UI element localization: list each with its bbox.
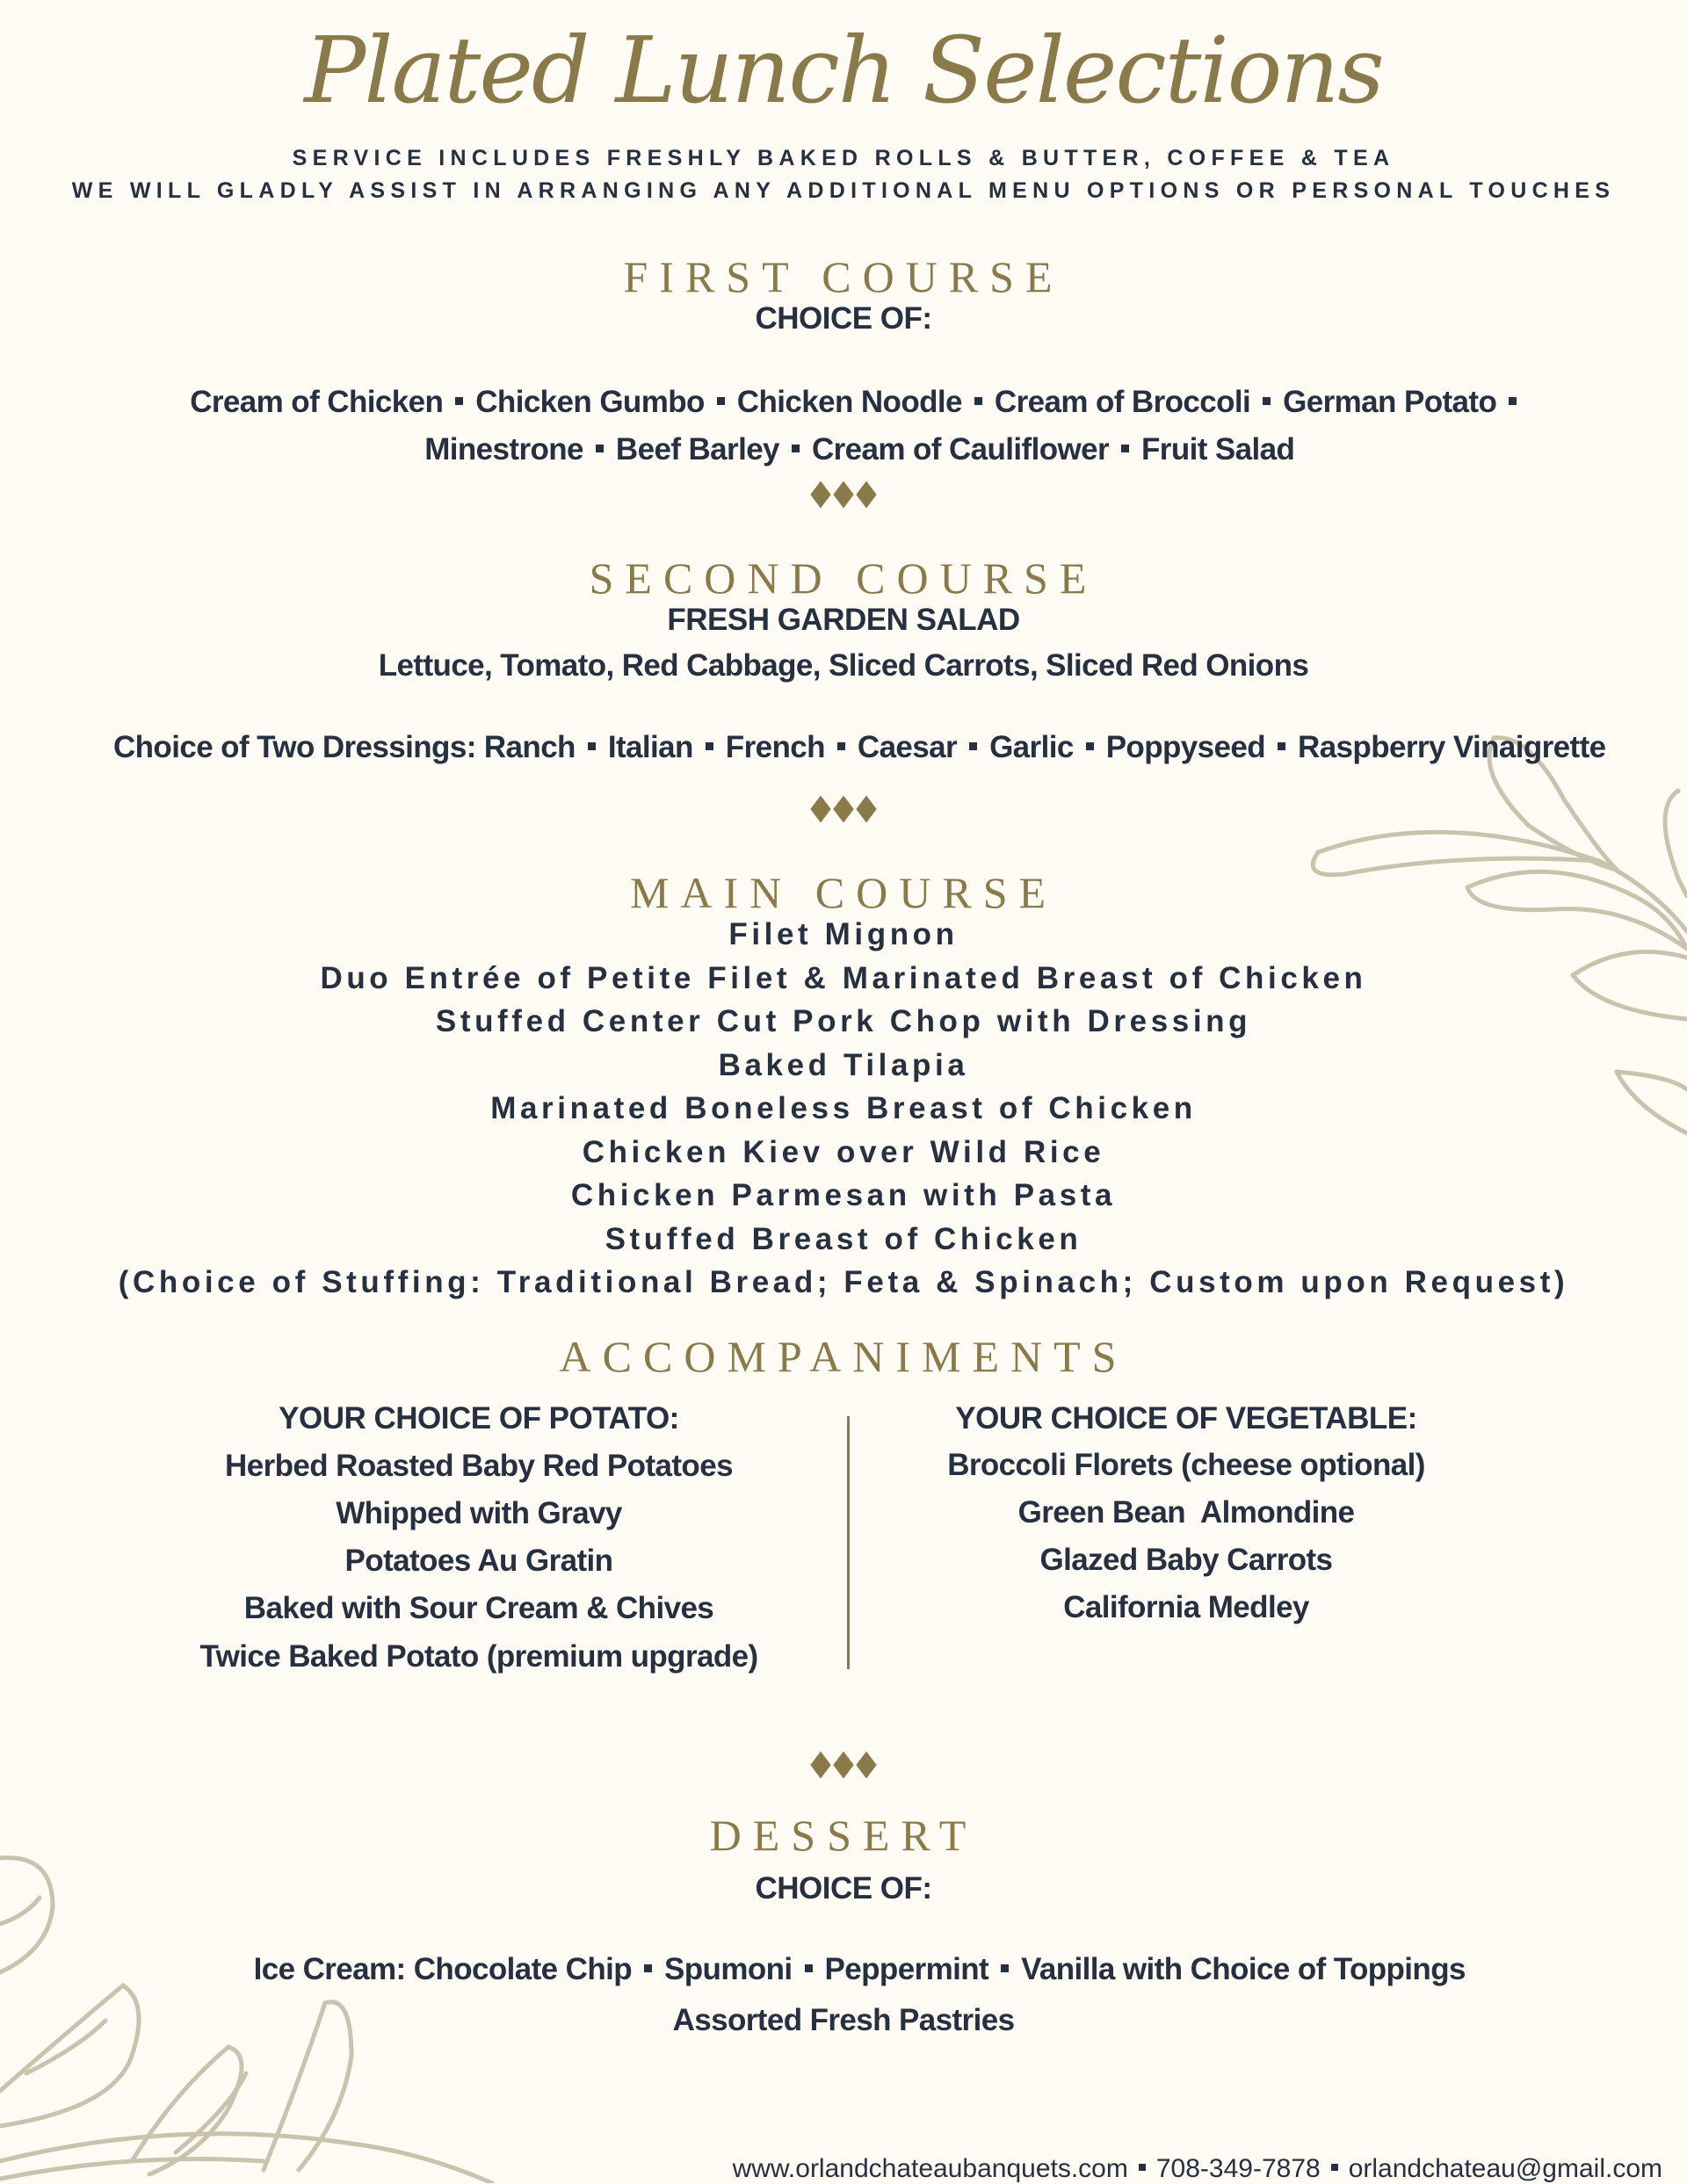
- first-course-heading: FIRST COURSE: [623, 252, 1064, 301]
- potato-item: Baked with Sour Cream & Chives: [243, 1591, 714, 1625]
- square-bullet-icon: [837, 742, 845, 750]
- menu-item: Caesar: [857, 730, 958, 764]
- stuffing-note: (Choice of Stuffing: Traditional Bread; Feta & Spinach; Custom upon Request): [118, 1265, 1569, 1299]
- diamond-icon: [833, 795, 853, 822]
- diamond-divider: [0, 1755, 1687, 1775]
- square-bullet-icon: [1121, 445, 1129, 452]
- contact-footer: [718, 2124, 1662, 2184]
- potato-item: Potatoes Au Gratin: [344, 1544, 613, 1578]
- diamond-icon: [856, 1751, 876, 1778]
- square-bullet-icon: [1001, 1964, 1009, 1972]
- diamond-icon: [810, 1751, 830, 1778]
- vegetable-label: YOUR CHOICE OF VEGETABLE:: [955, 1401, 1417, 1436]
- square-bullet-icon: [805, 1964, 813, 1972]
- menu-item: French: [725, 730, 825, 764]
- entree-item: Stuffed Breast of Chicken: [605, 1222, 1082, 1256]
- email-link[interactable]: orlandchateau@gmail.com: [1348, 2154, 1662, 2183]
- entree-item: Chicken Kiev over Wild Rice: [582, 1135, 1105, 1169]
- square-bullet-icon: [644, 1964, 652, 1972]
- entree-item: Duo Entrée of Petite Filet & Marinated Breast of Chicken: [320, 961, 1367, 995]
- website-link[interactable]: www.orlandchateaubanquets.com: [732, 2154, 1128, 2183]
- square-bullet-icon: [969, 742, 977, 750]
- square-bullet-icon: [1139, 2164, 1146, 2171]
- dessert-heading: DESSERT: [709, 1811, 978, 1860]
- menu-item: Italian: [607, 730, 693, 764]
- column-divider: [847, 1416, 850, 1669]
- menu-item: Cream of Cauliflower: [811, 432, 1110, 466]
- salad-label: FRESH GARDEN SALAD: [667, 603, 1020, 637]
- menu-item: Cream of Broccoli: [994, 385, 1251, 419]
- menu-item: Spumoni: [664, 1952, 793, 1986]
- square-bullet-icon: [1278, 742, 1285, 750]
- square-bullet-icon: [596, 445, 604, 452]
- accompaniments-heading: ACCOMPANIMENTS: [559, 1332, 1128, 1381]
- entree-item: Chicken Parmesan with Pasta: [570, 1178, 1117, 1212]
- menu-item: Raspberry Vinaigrette: [1298, 730, 1606, 764]
- ice-cream-prefix: Ice Cream:: [253, 1952, 414, 1986]
- dessert-label: CHOICE OF:: [755, 1871, 932, 1906]
- first-course-label: CHOICE OF:: [755, 301, 932, 336]
- diamond-icon: [810, 481, 830, 508]
- vegetable-item: Broccoli Florets (cheese optional): [947, 1448, 1425, 1482]
- phone-number[interactable]: 708-349-7878: [1155, 2154, 1321, 2183]
- menu-item: Peppermint: [824, 1952, 989, 1986]
- diamond-icon: [856, 481, 876, 508]
- diamond-divider: [0, 485, 1687, 504]
- menu-item: Fruit Salad: [1141, 432, 1295, 466]
- potato-item: Twice Baked Potato (premium upgrade): [199, 1639, 758, 1674]
- diamond-icon: [810, 795, 830, 822]
- assist-note: WE WILL GLADLY ASSIST IN ARRANGING ANY ADDITIONAL MENU OPTIONS OR PERSONAL TOUCHES: [71, 178, 1616, 203]
- main-course-heading: MAIN COURSE: [629, 868, 1058, 917]
- menu-item: Poppyseed: [1105, 730, 1266, 764]
- entree-item: Marinated Boneless Breast of Chicken: [490, 1091, 1197, 1125]
- page-title: Plated Lunch Selections: [304, 17, 1383, 124]
- vegetable-item: California Medley: [1063, 1590, 1309, 1624]
- second-course-heading: SECOND COURSE: [589, 553, 1098, 603]
- diamond-icon: [833, 1751, 853, 1778]
- potato-item: Whipped with Gravy: [336, 1496, 622, 1530]
- square-bullet-icon: [588, 742, 596, 750]
- menu-item: Chicken Gumbo: [475, 385, 705, 419]
- entree-item: Filet Mignon: [728, 917, 959, 951]
- vegetable-item: Glazed Baby Carrots: [1039, 1543, 1333, 1577]
- square-bullet-icon: [792, 445, 800, 452]
- diamond-icon: [856, 795, 876, 822]
- pastries-item: Assorted Fresh Pastries: [672, 2003, 1015, 2037]
- menu-item: Beef Barley: [615, 432, 779, 466]
- square-bullet-icon: [706, 742, 713, 750]
- menu-item: Ranch: [483, 730, 576, 764]
- service-note: SERVICE INCLUDES FRESHLY BAKED ROLLS & BUTTER, COFFEE & TEA: [292, 146, 1395, 170]
- menu-item: Garlic: [989, 730, 1074, 764]
- menu-item: Vanilla with Choice of Toppings: [1021, 1952, 1466, 1986]
- menu-item: German Potato: [1283, 385, 1497, 419]
- vegetable-item: Green Bean Almondine: [1017, 1495, 1355, 1530]
- dressing-list: [0, 695, 1687, 800]
- diamond-icon: [833, 481, 853, 508]
- menu-item: Cream of Chicken: [190, 385, 444, 419]
- entree-item: Baked Tilapia: [718, 1048, 969, 1082]
- dressings-prefix: Choice of Two Dressings:: [112, 730, 484, 764]
- menu-item: Minestrone: [424, 432, 583, 466]
- entree-item: Stuffed Center Cut Pork Chop with Dressing: [435, 1004, 1252, 1038]
- menu-item: Chocolate Chip: [413, 1952, 633, 1986]
- potato-label: YOUR CHOICE OF POTATO:: [279, 1401, 679, 1436]
- square-bullet-icon: [1086, 742, 1094, 750]
- square-bullet-icon: [1331, 2164, 1338, 2171]
- menu-item: Chicken Noodle: [736, 385, 962, 419]
- potato-item: Herbed Roasted Baby Red Potatoes: [225, 1449, 733, 1483]
- diamond-divider: [0, 799, 1687, 819]
- salad-ingredients: Lettuce, Tomato, Red Cabbage, Sliced Carrots, Sliced Red Onions: [378, 648, 1309, 683]
